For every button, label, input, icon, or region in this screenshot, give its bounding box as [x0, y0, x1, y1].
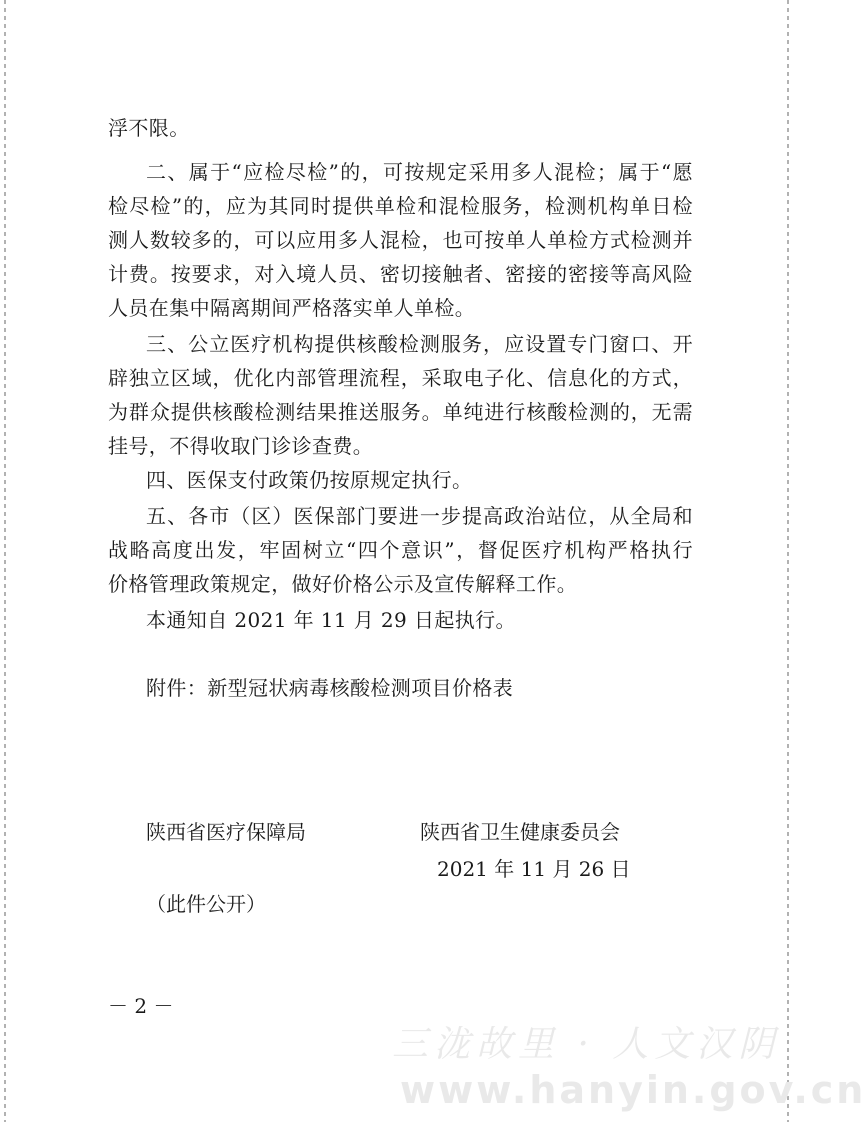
paragraph-line: 人员在集中隔离期间严格落实单人单检。	[108, 296, 476, 320]
attachment-line: 附件：新型冠状病毒核酸检测项目价格表	[146, 676, 514, 700]
paragraph-line: 四、医保支付政策仍按原规定执行。	[146, 468, 473, 492]
watermark-url: www.hanyin.gov.cn	[400, 1068, 866, 1112]
paragraph-line: 三、公立医疗机构提供核酸检测服务，应设置专门窗口、开	[146, 332, 693, 356]
paragraph-line: 计费。按要求，对入境人员、密切接触者、密接的密接等高风险	[108, 262, 693, 286]
paragraph-line: 挂号，不得收取门诊诊查费。	[108, 434, 374, 458]
paragraph-line: 辟独立区域，优化内部管理流程，采取电子化、信息化的方式，	[108, 366, 693, 390]
paragraph-line: 二、属于“应检尽检”的，可按规定采用多人混检；属于“愿	[146, 160, 693, 184]
disclosure-note: （此件公开）	[146, 892, 266, 916]
scan-edge-left	[4, 0, 6, 1122]
paragraph-line: 测人数较多的，可以应用多人混检，也可按单人单检方式检测并	[108, 228, 693, 252]
paragraph-line: 战略高度出发，牢固树立“四个意识”，督促医疗机构严格执行	[108, 538, 693, 562]
effective-date-line: 本通知自 2021 年 11 月 29 日起执行。	[146, 608, 516, 632]
paragraph-line: 价格管理政策规定，做好价格公示及宣传解释工作。	[108, 572, 578, 596]
paragraph-line: 检尽检”的，应为其同时提供单检和混检服务，检测机构单日检	[108, 194, 693, 218]
paragraph-line: 五、各市（区）医保部门要进一步提高政治站位，从全局和	[146, 504, 693, 528]
issuer-right: 陕西省卫生健康委员会	[420, 820, 620, 844]
watermark-cn: 三泷故里 · 人文汉阴	[392, 1024, 781, 1065]
paragraph-line: 浮不限。	[108, 116, 190, 140]
scan-edge-right	[787, 0, 789, 1122]
issuer-left: 陕西省医疗保障局	[146, 820, 306, 844]
issue-date: 2021 年 11 月 26 日	[437, 857, 631, 881]
page-number: － 2 －	[108, 994, 174, 1018]
paragraph-line: 为群众提供核酸检测结果推送服务。单纯进行核酸检测的，无需	[108, 400, 693, 424]
